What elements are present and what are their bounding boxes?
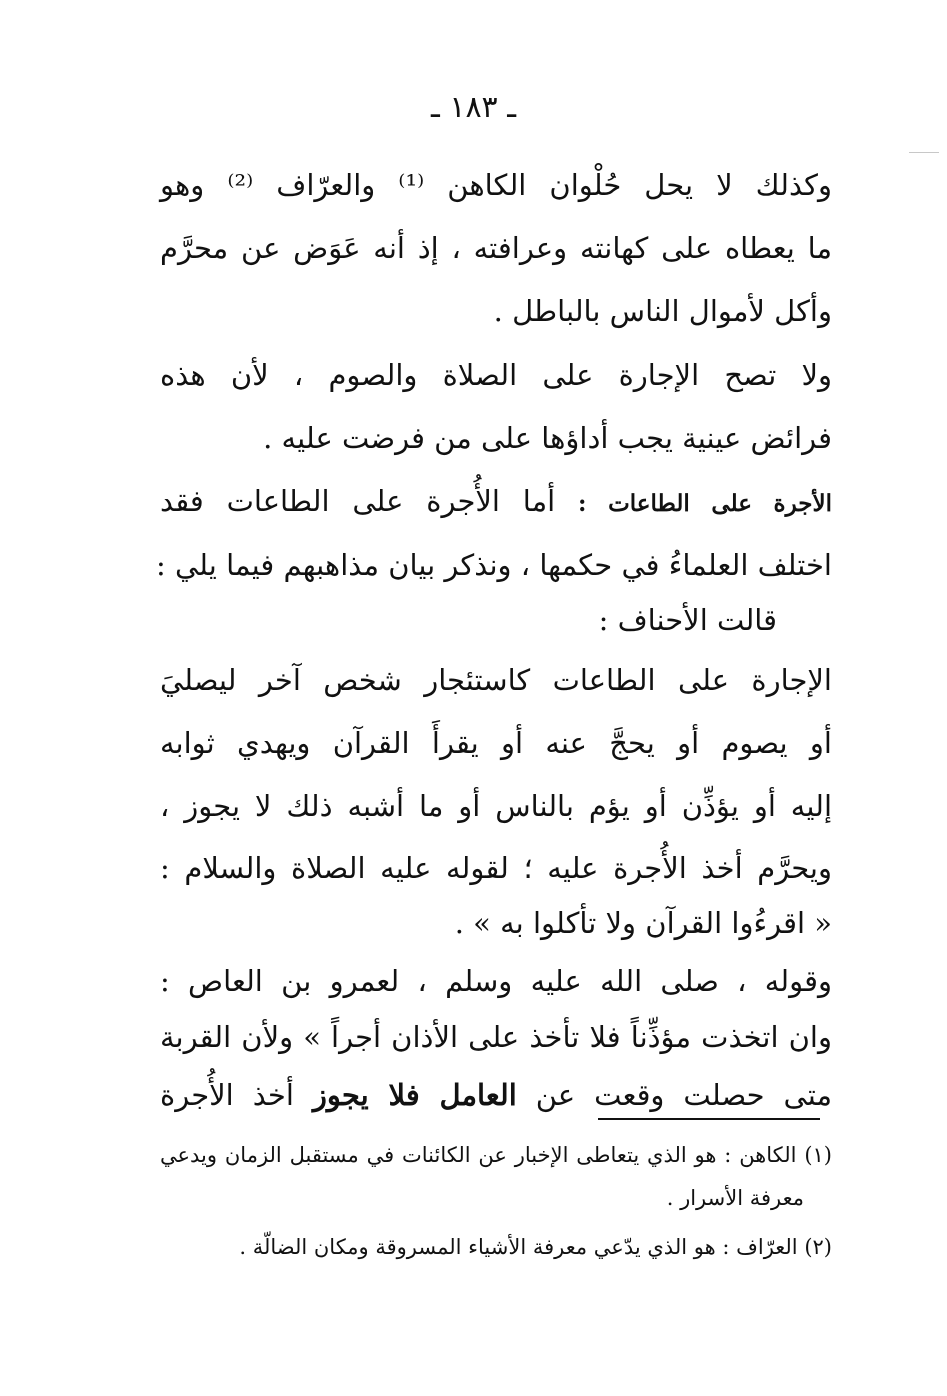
footnote-line: (١) الكاهن : هو الذي يتعاطى الإخبار عن الكائنات في مستقبل الزمان ويدعي bbox=[160, 1143, 832, 1167]
text-line: فرائض عينية يجب أداؤها على من فرضت عليه . bbox=[263, 421, 832, 455]
footnote-line: معرفة الأسرار . bbox=[666, 1186, 804, 1210]
footnote-line: (٢) العرّاف : هو الذي يدّعي معرفة الأشياء المسروقة ومكان الضالّة . bbox=[239, 1235, 832, 1259]
text-segment: أخذ الأُجرة bbox=[160, 1078, 294, 1112]
bold-text-segment: العامل فلا يجوز bbox=[312, 1078, 517, 1112]
text-line: اختلف العلماءُ في حكمها ، ونذكر بيان مذاهبهم فيما يلي : bbox=[156, 548, 832, 582]
text-line-with-bold bbox=[160, 1065, 832, 1125]
page-number: ـ ١٨٣ ـ bbox=[431, 90, 516, 125]
text-line: أو يصوم أو يحجَّ عنه أو يقرأَ القرآن ويهدي ثوابه bbox=[160, 726, 832, 760]
text-line: ولا تصح الإجارة على الصلاة والصوم ، لأن هذه bbox=[160, 358, 832, 392]
text-line: وأكل لأموال الناس بالباطل . bbox=[493, 294, 832, 328]
text-line: الإجارة على الطاعات كاستئجار شخص آخر ليصليَ bbox=[160, 663, 832, 697]
text-segment: متى حصلت وقعت عن bbox=[535, 1078, 832, 1112]
text-line: وان اتخذت مؤذِّناً فلا تأخذ على الأذان أجراً » ولأن القربة bbox=[160, 1020, 832, 1054]
text-line: ما يعطاه على كهانته وعرافته ، إذ أنه عَوَض عن محرَّم bbox=[160, 231, 832, 265]
side-heading: الأجرة على الطاعات : bbox=[578, 490, 832, 517]
text-line: وقوله ، صلى الله عليه وسلم ، لعمرو بن العاص : bbox=[160, 964, 832, 998]
text-line: إليه أو يؤذِّن أو يؤم بالناس أو ما أشبه ذلك لا يجوز ، bbox=[160, 789, 832, 823]
text-line: ويحرَّم أخذ الأُجرة عليه ؛ لقوله عليه الصلاة والسلام : bbox=[160, 851, 832, 885]
text-line: قالت الأحناف : bbox=[598, 603, 777, 637]
text-line-with-side-heading bbox=[160, 471, 832, 531]
text-line: وكذلك لا يحل حُلْوان الكاهن ⁽¹⁾ والعرّاف ⁽²⁾ وهو bbox=[160, 168, 832, 202]
footnote-divider bbox=[598, 1118, 820, 1120]
text-line: « اقرءُوا القرآن ولا تأكلوا به » . bbox=[454, 906, 832, 940]
margin-mark bbox=[909, 152, 939, 153]
text-segment: أما الأُجرة على الطاعات فقد bbox=[160, 484, 556, 518]
